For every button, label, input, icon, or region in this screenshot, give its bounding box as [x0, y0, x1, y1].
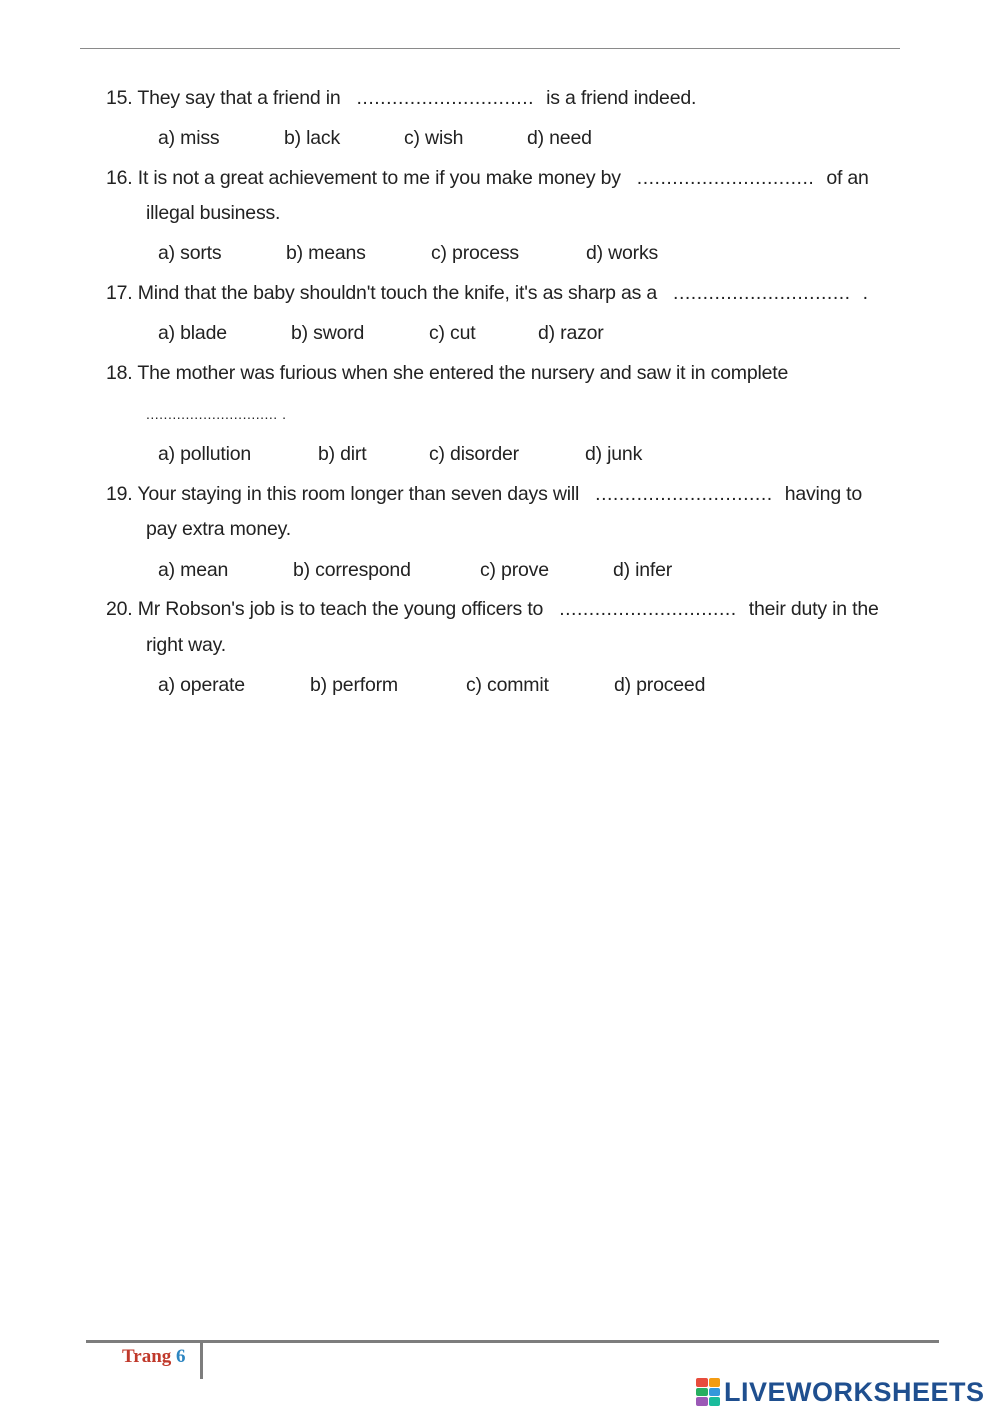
question-stem: It is not a great achievement to me if you make money by	[137, 167, 621, 189]
option-d[interactable]: d) need	[527, 127, 592, 149]
question-stem: They say that a friend in	[137, 87, 341, 109]
question-20	[106, 597, 879, 621]
question-number: 17.	[106, 282, 133, 304]
logo-tile	[696, 1397, 708, 1406]
option-a[interactable]: a) blade	[158, 322, 227, 344]
answer-blank[interactable]: ..............................	[559, 598, 737, 620]
answer-blank[interactable]: ..............................	[595, 483, 773, 505]
question-tail: is a friend indeed.	[546, 87, 697, 109]
option-b[interactable]: b) correspond	[293, 559, 411, 581]
logo-tile	[696, 1388, 708, 1397]
option-a[interactable]: a) operate	[158, 674, 245, 696]
option-a[interactable]: a) miss	[158, 127, 220, 149]
answer-blank[interactable]: ..............................	[356, 87, 535, 109]
question-stem: Mind that the baby shouldn't touch the knife, it's as sharp as a	[137, 282, 658, 304]
option-b[interactable]: b) dirt	[318, 443, 367, 465]
option-a[interactable]: a) mean	[158, 559, 229, 581]
answer-blank[interactable]: ..............................	[673, 282, 851, 304]
option-d[interactable]: d) infer	[613, 559, 673, 581]
option-c[interactable]: c) process	[431, 242, 519, 264]
question-number: 19.	[106, 483, 133, 505]
question-continuation: illegal business.	[146, 202, 281, 224]
option-a[interactable]: a) sorts	[158, 242, 222, 264]
question-16	[106, 166, 869, 190]
question-18	[106, 361, 788, 385]
question-number: 20.	[106, 598, 133, 620]
question-17	[106, 281, 868, 305]
answer-blank[interactable]: ..............................	[636, 167, 815, 189]
liveworksheets-brand[interactable]	[696, 1377, 985, 1407]
question-continuation: pay extra money.	[146, 518, 291, 540]
question-15	[106, 86, 696, 110]
brand-name: LIVEWORKSHEETS	[724, 1376, 985, 1407]
question-stem: The mother was furious when she entered the nursery and saw it in complete	[137, 362, 789, 384]
option-c[interactable]: c) disorder	[429, 443, 519, 465]
footer-divider	[86, 1340, 939, 1343]
liveworksheets-logo-icon	[696, 1378, 720, 1406]
option-b[interactable]: b) sword	[291, 322, 365, 344]
answer-blank[interactable]: .............................. .	[146, 406, 287, 422]
option-c[interactable]: c) prove	[480, 559, 549, 581]
page-label: Trang	[122, 1346, 172, 1367]
option-d[interactable]: d) junk	[585, 443, 643, 465]
question-number: 16.	[106, 167, 133, 189]
option-a[interactable]: a) pollution	[158, 443, 251, 465]
option-c[interactable]: c) cut	[429, 322, 476, 344]
question-stem: Mr Robson's job is to teach the young officers to	[137, 598, 544, 620]
question-tail: having to	[784, 483, 863, 505]
option-b[interactable]: b) lack	[284, 127, 341, 149]
question-number: 18.	[106, 362, 133, 384]
page-number-label	[122, 1346, 186, 1368]
option-d[interactable]: d) works	[586, 242, 659, 264]
option-b[interactable]: b) means	[286, 242, 366, 264]
header-divider	[80, 48, 900, 49]
option-b[interactable]: b) perform	[310, 674, 398, 696]
logo-tile	[709, 1378, 721, 1387]
question-tail: .	[862, 282, 868, 304]
page-number: 6	[176, 1346, 186, 1367]
question-stem: Your staying in this room longer than seven days will	[137, 483, 580, 505]
logo-tile	[696, 1378, 708, 1387]
option-c[interactable]: c) wish	[404, 127, 464, 149]
footer-separator	[200, 1343, 203, 1379]
option-d[interactable]: d) razor	[538, 322, 604, 344]
question-continuation: right way.	[146, 634, 226, 656]
question-number: 15.	[106, 87, 133, 109]
question-tail: their duty in the	[748, 598, 879, 620]
option-d[interactable]: d) proceed	[614, 674, 706, 696]
question-19	[106, 482, 862, 506]
logo-tile	[709, 1388, 721, 1397]
logo-tile	[709, 1397, 721, 1406]
option-c[interactable]: c) commit	[466, 674, 549, 696]
question-tail: of an	[826, 167, 869, 189]
